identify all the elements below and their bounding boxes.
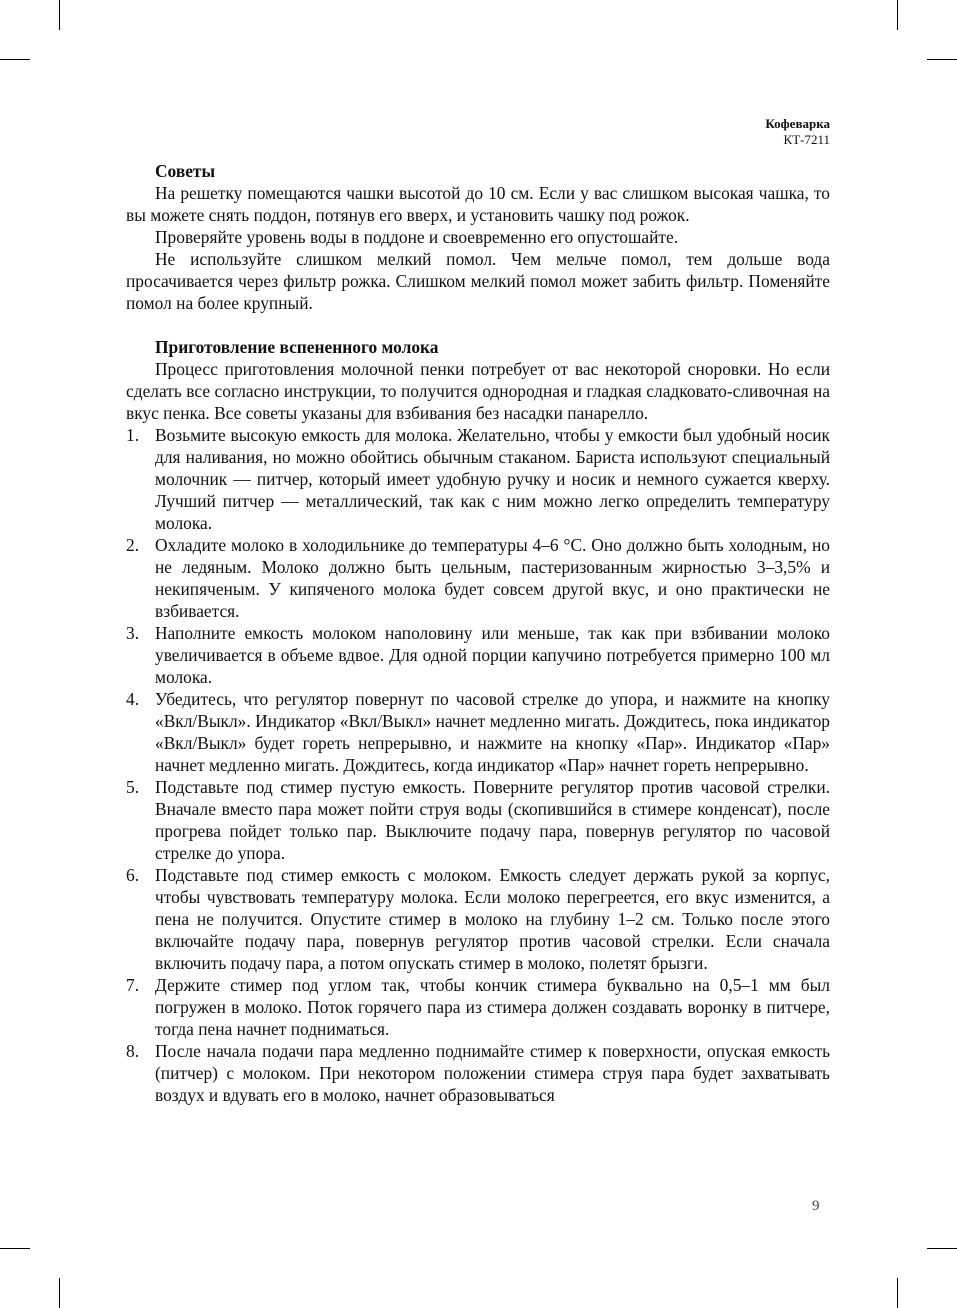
step-item — [126, 622, 830, 688]
step-text: Подставьте под стимер емкость с молоком. Емкость следует держать рукой за корпус, чтобы чувствовать температуру молока. Если молоко перегреется, его вкус изменится, а пена не получится. Опустите стимер в молоко на глубину 1–2 см. Только после этого включайте подачу пара, повернув регулятор против часовой стрелки. Если сначала включить подачу пара, а потом опускать стимер в молоко, полетят брызги. — [155, 865, 830, 973]
step-number: 7. — [126, 975, 140, 995]
step-number: 8. — [126, 1041, 140, 1061]
page-number: 9 — [812, 1198, 820, 1214]
steps-list — [126, 424, 830, 1106]
step-text: Держите стимер под углом так, чтобы кончик стимера буквально на 0,5–1 мм был погружен в молоко. Поток горячего пара из стимера должен создавать воронку в питчере, тогда пена начнет подниматься. — [155, 975, 830, 1039]
tips-paragraph: Не используйте слишком мелкий помол. Чем мельче помол, тем дольше вода просачивается через фильтр рожка. Слишком мелкий помол может забить фильтр. Поменяйте помол на более крупный. — [126, 249, 830, 313]
crop-mark-bottom-right-vertical — [897, 1278, 898, 1308]
tips-paragraph: На решетку помещаются чашки высотой до 10 см. Если у вас слишком высокая чашка, то вы можете снять поддон, потянув его вверх, и установить чашку под рожок. — [126, 183, 830, 225]
step-number: 2. — [126, 535, 140, 555]
crop-mark-bottom-left-vertical — [59, 1278, 60, 1308]
step-item — [126, 424, 830, 534]
step-text: Наполните емкость молоком наполовину или меньше, так как при взбивании молоко увеличивается в объеме вдвое. Для одной порции капучино потребуется примерно 100 мл молока. — [155, 623, 830, 687]
step-text: Подставьте под стимер пустую емкость. Поверните регулятор против часовой стрелки. Вначале вместо пара может пойти струя воды (скопившийся в стимере конденсат), после прогрева пойдет только пар. Выключите подачу пара, повернув регулятор по часовой стрелке до упора. — [155, 777, 830, 863]
crop-mark-top-left-vertical — [59, 0, 60, 30]
milk-section — [126, 336, 830, 1106]
step-text: Охладите молоко в холодильнике до температуры 4–6 °С. Оно должно быть холодным, но не ледяным. Молоко должно быть цельным, пастеризованным жирностью 3–3,5% и некипяченым. У кипяченого молока будет совсем другой вкус, и оно практически не взбивается. — [155, 535, 830, 621]
step-number: 5. — [126, 777, 140, 797]
step-item — [126, 974, 830, 1040]
milk-heading: Приготовление вспененного молока — [155, 337, 439, 357]
document-page — [126, 116, 830, 1106]
crop-mark-top-right-horizontal — [927, 59, 957, 60]
crop-mark-bottom-right-horizontal — [927, 1248, 957, 1249]
section-spacer — [126, 314, 830, 336]
step-item — [126, 1040, 830, 1106]
header-model: КТ-7211 — [783, 132, 830, 147]
milk-intro: Процесс приготовления молочной пенки потребует от вас некоторой сноровки. Но если сделать все согласно инструкции, то получится однородная и гладкая сладковато-сливочная на вкус пенка. Все советы указаны для взбивания без насадки панарелло. — [126, 359, 830, 423]
step-item — [126, 688, 830, 776]
running-header — [126, 116, 830, 148]
step-number: 1. — [126, 425, 140, 445]
step-number: 3. — [126, 623, 140, 643]
step-text: Убедитесь, что регулятор повернут по часовой стрелке до упора, и нажмите на кнопку «Вкл/Выкл». Индикатор «Вкл/Выкл» начнет медленно мигать. Дождитесь, пока индикатор «Вкл/Выкл» будет гореть непрерывно, и нажмите на кнопку «Пар». Индикатор «Пар» начнет медленно мигать. Дождитесь, когда индикатор «Пар» начнет гореть непрерывно. — [155, 689, 830, 775]
tips-section — [126, 160, 830, 314]
step-item — [126, 776, 830, 864]
tips-paragraph: Проверяйте уровень воды в поддоне и своевременно его опустошайте. — [155, 227, 679, 247]
step-text: Возьмите высокую емкость для молока. Желательно, чтобы у емкости был удобный носик для наливания, но можно обойтись обычным стаканом. Бариста используют специальный молочник — питчер, который имеет удобную ручку и носик и немного сужается кверху. Лучший питчер — металлический, так как с ним можно легко определить температуру молока. — [155, 425, 830, 533]
crop-mark-top-left-horizontal — [0, 59, 30, 60]
tips-heading: Советы — [155, 161, 216, 181]
step-text: После начала подачи пара медленно поднимайте стимер к поверхности, опуская емкость (питчер) с молоком. При некотором положении стимера струя пара будет захватывать воздух и вдувать его в молоко, начнет образовываться — [155, 1041, 830, 1105]
header-brand: Кофеварка — [765, 116, 830, 131]
step-number: 6. — [126, 865, 140, 885]
step-number: 4. — [126, 689, 140, 709]
crop-mark-top-right-vertical — [897, 0, 898, 30]
step-item — [126, 864, 830, 974]
step-item — [126, 534, 830, 622]
crop-mark-bottom-left-horizontal — [0, 1248, 30, 1249]
